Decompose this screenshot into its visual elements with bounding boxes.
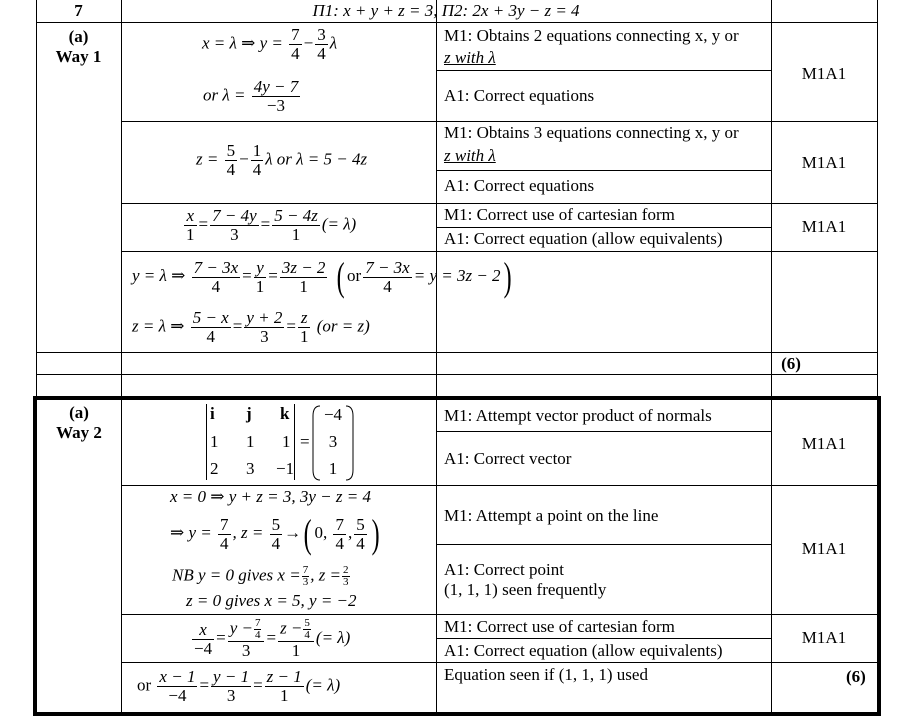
row-line-w1r2 xyxy=(121,203,877,204)
way2-row3-note-m1: M1: Correct use of cartesian form xyxy=(444,617,675,636)
row-line-w1r2-mid xyxy=(436,170,771,171)
row-line-w1r1-mid xyxy=(436,70,771,71)
way2-row2-note-m1: M1: Attempt a point on the line xyxy=(444,506,659,525)
way2-vector-k: 1 xyxy=(328,459,338,478)
way1-row1-eq2: or λ = $\frac{4y - 7}{-3}$ xyxy=(203,77,299,115)
way2-row1-note-m1: M1: Attempt vector product of normals xyxy=(444,406,712,425)
way2-vector-i: −4 xyxy=(323,405,343,424)
way1-row1-note-m1: M1: Obtains 2 equations connecting x, y or xyxy=(444,26,739,45)
way2-row3-mark: M1A1 xyxy=(801,628,847,647)
way1-row2-note-a1: A1: Correct equations xyxy=(444,176,595,195)
way2-row2-note-a1-cont: (1, 1, 1) seen frequently xyxy=(444,580,607,599)
way2-row1-note-a1: A1: Correct vector xyxy=(444,449,572,468)
way1-label: Way 1 xyxy=(55,47,102,66)
way2-row2-line3: NB y = 0 gives x = $\frac{7}{3}$ , z = $\frac{2}{3}$ xyxy=(172,564,349,588)
way2-determinant: i j k 1 1 1 2 3 −1 xyxy=(204,404,296,480)
way1-total: (6) xyxy=(781,354,801,373)
way2-row3-note-a1: A1: Correct equation (allow equivalents) xyxy=(444,641,723,660)
way1-row2-note-m1: M1: Obtains 3 equations connecting x, y or xyxy=(444,123,739,142)
row-line-w1-total xyxy=(36,374,877,375)
planes-definition: Π1: x + y + z = 3, Π2: 2x + 3y − z = 4 xyxy=(312,1,580,20)
way2-row3-eq: $\frac{x}{-4}$ = y − $\frac{7}{4}$ 3 = z − $\frac{5}{4}$ 1 (= λ) xyxy=(194,617,351,660)
way1-row3-eq: $\frac{x}{1}$ = $\frac{7 - 4y}{3}$ = $\frac{5 - 4z}{1}$ (= λ) xyxy=(186,206,357,244)
row-line-w1r1 xyxy=(121,121,877,122)
way2-row2-mark: M1A1 xyxy=(801,539,847,558)
way2-total: (6) xyxy=(846,667,866,686)
row-line-w1r4 xyxy=(36,352,877,353)
way1-row1-note-m1-cont: z with λ xyxy=(444,48,496,67)
row-line-w1r3-mid xyxy=(436,227,771,228)
way1-row1-mark: M1A1 xyxy=(801,64,847,83)
way2-row4-eq: or $\frac{x - 1}{-4}$ = $\frac{y - 1}{3}$ = $\frac{z - 1}{1}$ (= λ) xyxy=(137,667,341,705)
way1-row2-mark: M1A1 xyxy=(801,153,847,172)
way2-row1-mark: M1A1 xyxy=(801,434,847,453)
way2-row2-line2: ⇒ y = $\frac{7}{4}$ , z = $\frac{5}{4}$ →( 0, $\frac{7}{4}$ , $\frac{5}{4}$ ) xyxy=(170,511,380,556)
way2-row2-note-a1: A1: Correct point xyxy=(444,560,564,579)
way1-row1-eq1: x = λ ⇒ y = $\frac{7}{4}$ − $\frac{3}{4}$ λ xyxy=(202,25,338,63)
way1-row3-note-a1: A1: Correct equation (allow equivalents) xyxy=(444,229,723,248)
way1-part-label: (a) xyxy=(68,27,89,46)
way1-row4-line1: y = λ ⇒ $\frac{7 - 3x}{4}$ = $\frac{y}{1}$ = $\frac{3z - 2}{1}$ ( or $\frac{7 - 3x}{4}$ = y = 3z − 2) xyxy=(132,254,512,299)
way1-row4-line2: z = λ ⇒ $\frac{5 - x}{4}$ = $\frac{y + 2}{3}$ = $\frac{z}{1}$ (or = z) xyxy=(132,308,370,346)
way1-row1-note-a1: A1: Correct equations xyxy=(444,86,595,105)
way2-row2-line1: x = 0 ⇒ y + z = 3, 3y − z = 4 xyxy=(170,487,371,506)
way2-label: Way 2 xyxy=(56,423,102,442)
way2-row2-line4: z = 0 gives x = 5, y = −2 xyxy=(186,591,357,610)
way1-row2-note-m1-cont: z with λ xyxy=(444,146,496,165)
way1-row3-mark: M1A1 xyxy=(801,217,847,236)
way2-part-label: (a) xyxy=(69,403,89,422)
row-line-w1r3 xyxy=(121,251,877,252)
way1-row3-note-m1: M1: Correct use of cartesian form xyxy=(444,205,675,224)
way2-equals-sign: = xyxy=(300,432,310,451)
way2-row4-note: Equation seen if (1, 1, 1) used xyxy=(444,665,648,684)
way2-vector-j: 3 xyxy=(328,432,338,451)
question-number: 7 xyxy=(74,1,83,20)
way1-row2-eq: z = $\frac{5}{4}$ − $\frac{1}{4}$ λ or λ = 5 − 4z xyxy=(196,141,368,179)
row-line-header xyxy=(36,22,877,23)
